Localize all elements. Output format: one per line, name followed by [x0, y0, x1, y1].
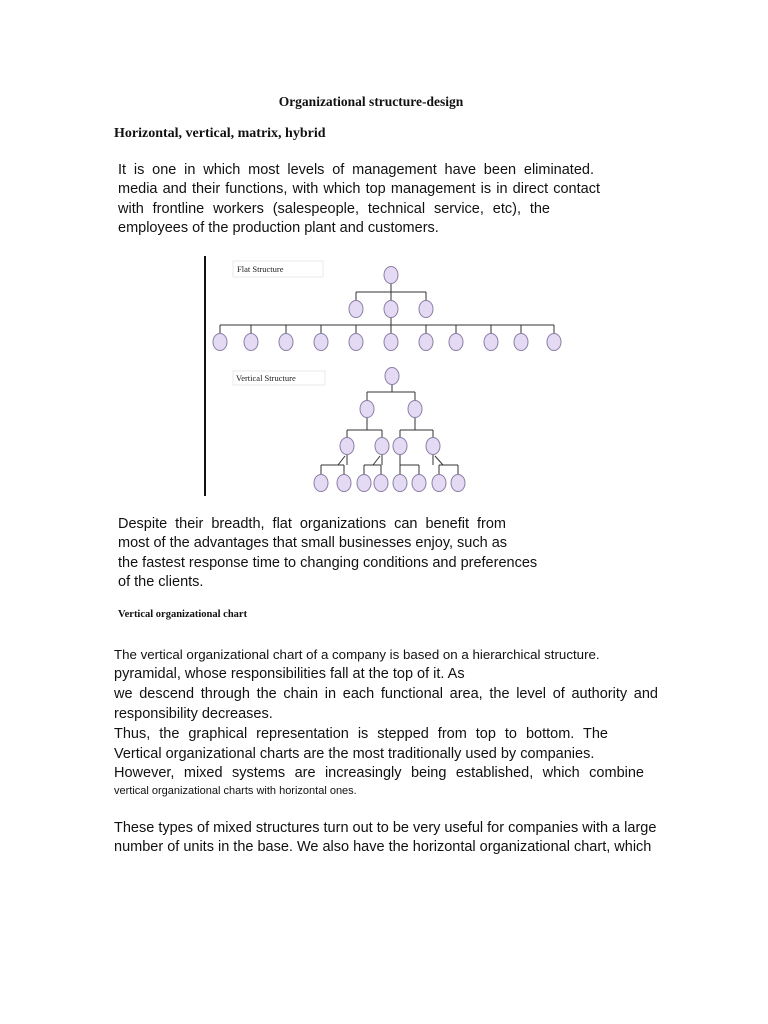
intro-line: media and their functions, with which top management is in direct contact: [118, 181, 600, 198]
vertical-line: However, mixed systems are increasingly being established, which combine: [114, 765, 644, 781]
mixed-line: number of units in the base. We also have the horizontal organizational chart, which: [114, 839, 652, 855]
intro-line: It is one in which most levels of management have been eliminated.: [118, 162, 594, 178]
document-subtitle: Horizontal, vertical, matrix, hybrid: [114, 126, 326, 141]
org-structure-figure: [195, 252, 575, 502]
vertical-level4-node: [451, 475, 465, 492]
flat-bottom-node: [419, 334, 433, 351]
flat-top-node: [384, 267, 398, 284]
vertical-level2-node: [408, 401, 422, 418]
vertical-top-node: [385, 368, 399, 385]
flat-bottom-node: [547, 334, 561, 351]
intro-line: with frontline workers (salespeople, technical service, etc), the: [118, 200, 550, 217]
intro-paragraph: [118, 161, 602, 238]
vertical-line: responsibility decreases.: [114, 706, 273, 722]
flat-bottom-node: [484, 334, 498, 351]
flat-structure-label: Flat Structure: [237, 264, 284, 274]
connector-line: [435, 456, 443, 465]
intro-line: employees of the production plant and customers.: [118, 219, 439, 236]
vertical-level3-node: [340, 438, 354, 455]
vertical-structure-connectors: [321, 376, 458, 483]
flat-bottom-node: [449, 334, 463, 351]
connector-line: [373, 456, 380, 465]
flat-bottom-node: [314, 334, 328, 351]
vertical-level3-node: [393, 438, 407, 455]
mixed-line: These types of mixed structures turn out to be very useful for companies with a large: [114, 820, 657, 836]
vertical-level3-node: [375, 438, 389, 455]
vertical-level4-node: [393, 475, 407, 492]
flat-bottom-node: [279, 334, 293, 351]
flat-middle-node: [384, 301, 398, 318]
flat-line: Despite their breadth, flat organizations can benefit from: [118, 516, 506, 532]
vertical-structure-nodes: [314, 368, 465, 492]
vertical-line: Vertical organizational charts are the most traditionally used by companies.: [114, 746, 595, 762]
vertical-line: Thus, the graphical representation is stepped from top to bottom. The: [114, 726, 608, 742]
flat-bottom-node: [514, 334, 528, 351]
vertical-level4-node: [337, 475, 351, 492]
flat-middle-node: [419, 301, 433, 318]
vertical-line: vertical organizational charts with horizontal ones.: [114, 784, 357, 797]
vertical-level4-node: [374, 475, 388, 492]
flat-bottom-node: [384, 334, 398, 351]
vertical-level2-node: [360, 401, 374, 418]
connector-line: [338, 456, 345, 465]
vertical-line: The vertical organizational chart of a company is based on a hierarchical structure.: [114, 647, 600, 662]
vertical-level4-node: [412, 475, 426, 492]
vertical-level4-node: [314, 475, 328, 492]
vertical-paragraph: [114, 646, 658, 799]
flat-structure-nodes: [213, 267, 561, 351]
mixed-paragraph: [114, 819, 674, 857]
flat-line: most of the advantages that small businesses enjoy, such as: [118, 535, 508, 552]
flat-bottom-node: [244, 334, 258, 351]
vertical-chart-heading: Vertical organizational chart: [118, 609, 248, 620]
vertical-structure-label: Vertical Structure: [236, 373, 296, 383]
vertical-level3-node: [426, 438, 440, 455]
document-title: Organizational structure-design: [278, 94, 464, 109]
flat-paragraph: [118, 515, 568, 592]
flat-line: of the clients.: [118, 573, 204, 590]
vertical-line: pyramidal, whose responsibilities fall at the top of it. As: [114, 666, 465, 682]
flat-bottom-node: [213, 334, 227, 351]
vertical-line: we descend through the chain in each functional area, the level of authority and: [114, 686, 658, 702]
flat-bottom-node: [349, 334, 363, 351]
flat-line: the fastest response time to changing conditions and preferences: [118, 554, 538, 571]
vertical-level4-node: [432, 475, 446, 492]
vertical-level4-node: [357, 475, 371, 492]
flat-middle-node: [349, 301, 363, 318]
